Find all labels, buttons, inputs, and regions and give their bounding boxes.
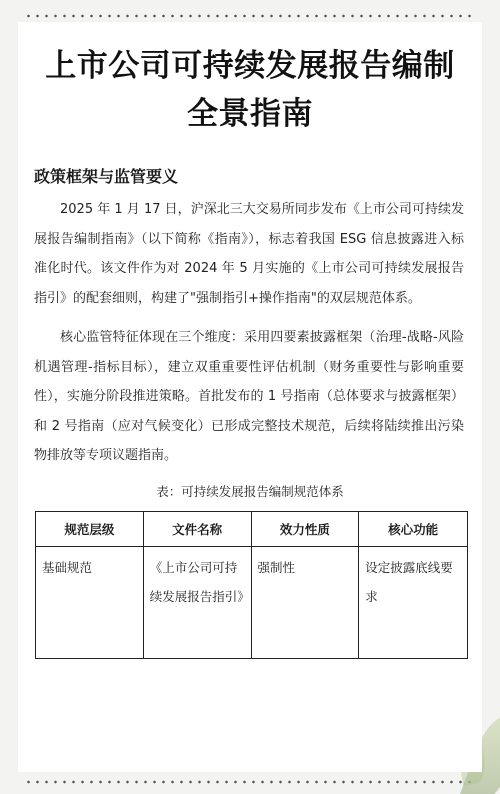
cell-level: 基础规范 (36, 546, 144, 658)
top-dotted-border (24, 14, 476, 18)
cell-file-name: 《上市公司可持续发展报告指引》 (143, 546, 251, 658)
bottom-dotted-border (24, 780, 476, 784)
spec-table (35, 511, 468, 659)
cell-function: 设定披露底线要求 (359, 546, 468, 658)
header-function: 核心功能 (359, 511, 468, 546)
header-effect: 效力性质 (251, 511, 359, 546)
cell-effect: 强制性 (251, 546, 359, 658)
title-line-2: 全景指南 (187, 96, 313, 132)
header-level: 规范层级 (36, 511, 144, 546)
paragraph-2: 核心监管特征体现在三个维度：采用四要素披露框架（治理-战略-风险机遇管理-指标目标），建立双重重要性评估机制（财务重要性与影响重要性），实施分阶段推进策略。首批发布的 1 号指南（总体要求与披露框架）和 2 号指南（应对气候变化）已形成完整技术规范，后续将陆续推出污染物排放等专项议题指南。 (34, 330, 464, 463)
paragraph-1: 2025 年 1 月 17 日，沪深北三大交易所同步发布《上市公司可持续发展报告编制指南》（以下简称《指南》），标志着我国 ESG 信息披露进入标准化时代。该文件作为对 2024 年 5 月实施的《上市公司可持续发展报告指引》的配套细则，构建了"强制指引+操作指南"的双层规范体系。 (34, 202, 464, 306)
document-title (18, 22, 482, 138)
table-caption: 表：可持续发展报告编制规范体系 (156, 483, 344, 499)
table-row (36, 546, 468, 658)
document-page (18, 22, 482, 772)
title-line-1: 上市公司可持续发展报告编制 (45, 48, 455, 84)
section-heading: 政策框架与监管要义 (34, 167, 179, 186)
header-file-name: 文件名称 (143, 511, 251, 546)
table-header-row (36, 511, 468, 546)
